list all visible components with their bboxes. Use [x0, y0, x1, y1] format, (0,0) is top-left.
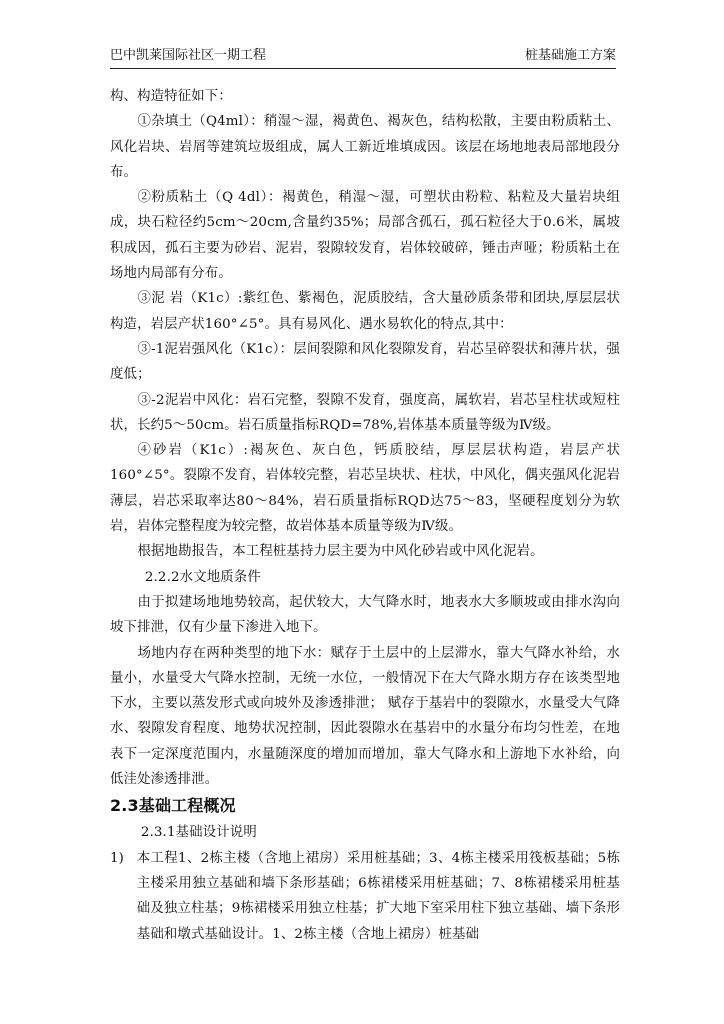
paragraph-groundwater: 场地内存在两种类型的地下水：赋存于土层中的上层滞水，靠大气降水补给，水量小，水量受大气降水控制，无统一水位，一般情况下在大气降水期方存在该类型地下水，主要以蒸发形式或向坡外及渗透排泄； 赋存于基岩中的裂隙水，水量受大气降水、裂隙发育程度、地势状况控制，因此裂隙水在基岩中的水量分布均匀性差，在地表下一定深度范围内，水量随深度的增加而增加，靠大气降水和上游地下水补给，向低洼处渗透排泄。 — [110, 645, 620, 788]
header-project-title: 巴中凯莱国际社区一期工程 — [110, 48, 267, 63]
list-item — [110, 846, 620, 947]
paragraph-mudstone-strong-weathered: ③-1泥岩强风化（K1c）：层间裂隙和风化裂隙发育，岩芯呈碎裂状和薄片状，强度低； — [110, 341, 620, 383]
paragraph-continuation: 构、构造特征如下： — [110, 89, 232, 104]
document-body — [110, 84, 620, 947]
paragraph-sandstone: ④砂岩（K1c）:褐灰色、灰白色，钙质胶结，厚层层状构造，岩层产状160°∠5°。裂隙不发育，岩体较完整，岩芯呈块状、柱状，中风化，偶夹强风化泥岩薄层，岩芯采取率达80～84%，岩石质量指标RQD达75～83，坚硬程度划分为软岩，岩体完整程度为较完整，故岩体基本质量等级为Ⅳ级。 — [110, 443, 620, 535]
section-heading-foundation-design: 2.3.1基础设计说明 — [140, 825, 257, 841]
paragraph-surface-water: 由于拟建场地地势较高，起伏较大，大气降水时，地表水大多顺坡或由排水沟向坡下排泄，仅有少量下渗进入地下。 — [110, 594, 620, 636]
header-document-title: 桩基础施工方案 — [524, 48, 616, 63]
list-item-number: 1) — [110, 850, 125, 866]
page-header — [110, 46, 616, 69]
paragraph-mudstone: ③泥 岩（K1c）:紫红色、紫褐色，泥质胶结，含大量砂质条带和团块,厚层层状构造，岩层产状160°∠5°。具有易风化、遇水易软化的特点,其中： — [110, 291, 620, 332]
list-item-text: 本工程1、2栋主楼（含地上裙房）采用桩基础；3、4栋主楼采用筏板基础；5栋主楼采用独立基础和墙下条形基础；6栋裙楼采用桩基础；7、8栋裙楼采用桩基础及独立柱基；9栋裙楼采用独立柱基；扩大地下室采用柱下独立基础、墙下条形基础和墩式基础设计。1、2栋主楼（含地上裙房）桩基础 — [136, 850, 620, 942]
section-heading-foundation-overview: 2.3基础工程概况 — [110, 796, 236, 816]
paragraph-bearing-layer: 根据地勘报告，本工程桩基持力层主要为中风化砂岩或中风化泥岩。 — [137, 544, 544, 560]
paragraph-mudstone-moderate-weathered: ③-2泥岩中风化：岩石完整，裂隙不发育，强度高，属软岩，岩芯呈柱状或短柱状，长约5～50cm。岩石质量指标RQD=78%,岩体基本质量等级为Ⅳ级。 — [110, 392, 620, 433]
paragraph-silty-clay: ②粉质粘土（Q 4dl）：褐黄色，稍湿～湿，可塑状由粉粒、粘粒及大量岩块组成，块石粒径约5cm～20cm,含量约35%；局部含孤石，孤石粒径大于0.6米，属坡积成因，孤石主要为砂岩、泥岩，裂隙较发育，岩体较破碎，锤击声哑；粉质粘土在场地内局部有分布。 — [110, 190, 620, 282]
paragraph-fill-soil: ①杂填土（Q4ml）：稍湿～湿，褐黄色、褐灰色，结构松散，主要由粉质粘土、风化岩块、岩屑等建筑垃圾组成，属人工新近堆填成因。该层在场地地表局部地段分布。 — [110, 114, 620, 180]
section-heading-hydrogeology: 2.2.2水文地质条件 — [144, 569, 261, 585]
